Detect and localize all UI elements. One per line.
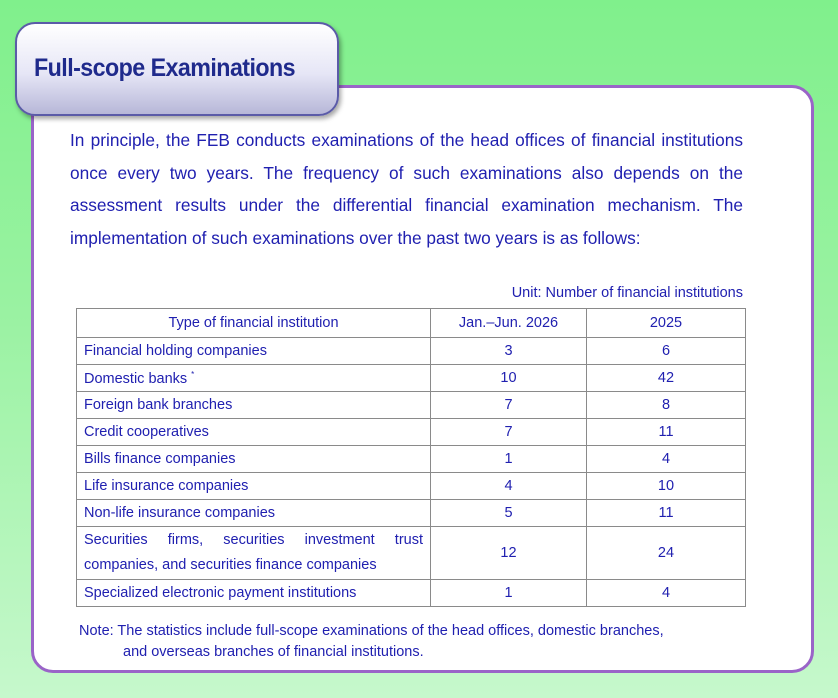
jan-jun-2026-cell: 12 [431,527,587,580]
table-note [79,621,749,663]
table-row [77,419,746,446]
type-label: Domestic banks [84,370,188,387]
year-2025-cell: 4 [587,446,746,473]
year-2025-cell: 24 [587,527,746,580]
footnote-asterisk: * [191,369,195,379]
header-jan-jun-2026: Jan.–Jun. 2026 [431,309,587,338]
jan-jun-2026-cell: 1 [431,446,587,473]
title-tab [15,22,339,116]
year-2025-cell: 10 [587,473,746,500]
table-row [77,580,746,607]
intro-paragraph: In principle, the FEB conducts examinations of the head offices of financial institutions once every two years. The frequency of such examinations also depends on the assessment results under the differential financial examination mechanism. The implementation of such examinations over the past two years is as follows: [70,130,743,248]
table-row [77,365,746,392]
table-row [77,473,746,500]
table-header-row [77,309,746,338]
type-cell: Financial holding companies [77,338,431,365]
note-line-1: Note: The statistics include full-scope examinations of the head offices, domestic branches, [79,623,664,639]
header-type: Type of financial institution [77,309,431,338]
type-cell [77,365,431,392]
type-cell: Foreign bank branches [77,392,431,419]
header-2025: 2025 [587,309,746,338]
year-2025-cell: 11 [587,500,746,527]
note-line-2: and overseas branches of financial institutions. [123,644,424,660]
type-cell: Non-life insurance companies [77,500,431,527]
year-2025-cell: 11 [587,419,746,446]
page-title: Full-scope Examinations [34,54,296,82]
year-2025-cell: 4 [587,580,746,607]
unit-label: Unit: Number of financial institutions [511,285,743,301]
type-cell: Securities firms, securities investment trust companies, and securities finance companies [77,527,431,580]
jan-jun-2026-cell: 10 [431,365,587,392]
jan-jun-2026-cell: 4 [431,473,587,500]
table-row [77,392,746,419]
jan-jun-2026-cell: 7 [431,392,587,419]
year-2025-cell: 8 [587,392,746,419]
examinations-table [76,308,746,607]
table-row [77,338,746,365]
table-row [77,500,746,527]
type-cell: Life insurance companies [77,473,431,500]
year-2025-cell: 42 [587,365,746,392]
table-row [77,527,746,580]
type-cell: Specialized electronic payment institutions [77,580,431,607]
jan-jun-2026-cell: 5 [431,500,587,527]
type-cell: Bills finance companies [77,446,431,473]
jan-jun-2026-cell: 1 [431,580,587,607]
type-cell: Credit cooperatives [77,419,431,446]
year-2025-cell: 6 [587,338,746,365]
jan-jun-2026-cell: 3 [431,338,587,365]
table-row [77,446,746,473]
jan-jun-2026-cell: 7 [431,419,587,446]
